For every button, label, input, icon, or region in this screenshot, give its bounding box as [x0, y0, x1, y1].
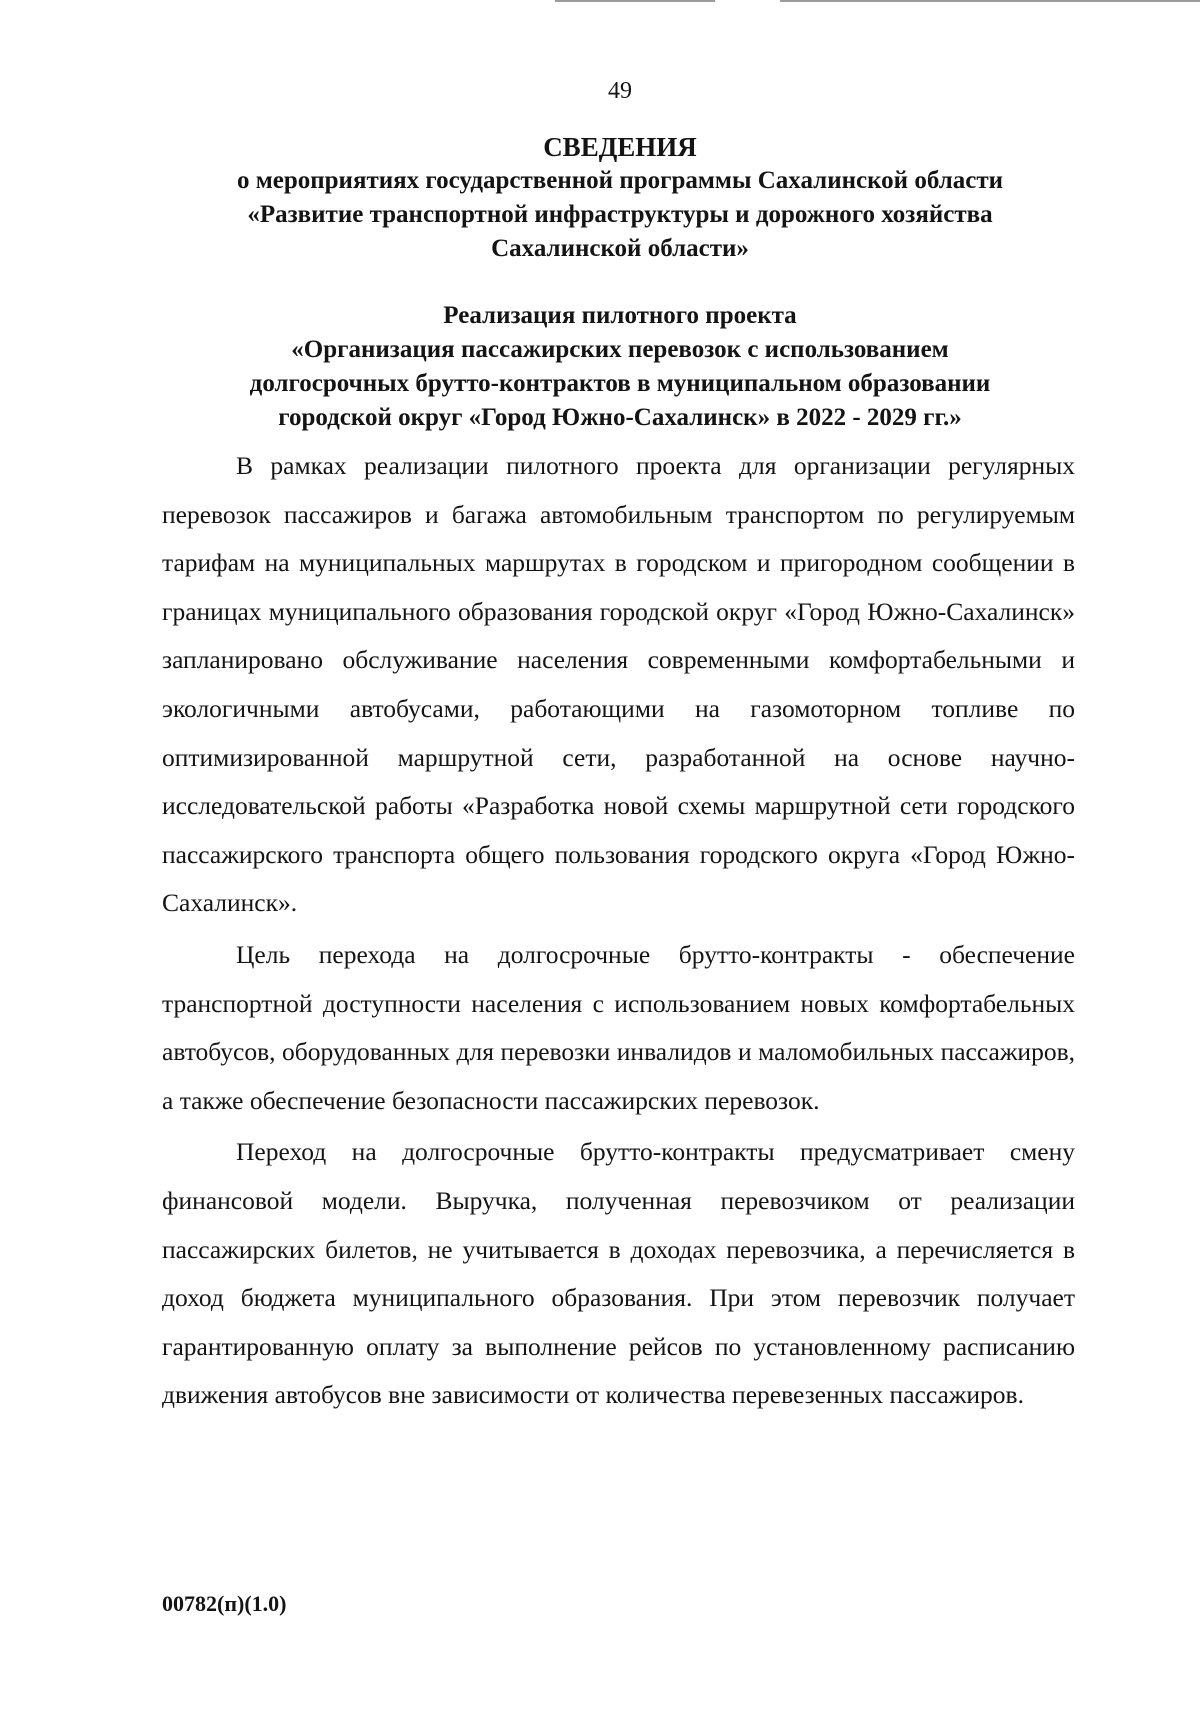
heading-line: о мероприятиях государственной программы Сахалинской области	[236, 167, 1004, 194]
section-heading	[120, 299, 1120, 435]
top-edge-rule	[780, 0, 1200, 2]
heading-line: «Развитие транспортной инфраструктуры и дорожного хозяйства	[247, 201, 993, 228]
body-text	[162, 442, 1075, 1420]
subheading-line: городской округ «Город Южно-Сахалинск» в 2022 - 2029 гг.»	[278, 404, 962, 431]
subheading-line: «Организация пассажирских перевозок с использованием	[291, 336, 949, 363]
page-number: 49	[608, 78, 632, 104]
subheading-line: Реализация пилотного проекта	[443, 302, 797, 329]
subheading-line: долгосрочных брутто-контрактов в муниципальном образовании	[249, 370, 991, 397]
body-paragraph: Цель перехода на долгосрочные брутто-контракты - обеспечение транспортной доступности населения с использованием новых комфортабельных автобусов, оборудованных для перевозки инвалидов и маломобильных пассажиров, а также обеспечение безопасности пассажирских перевозок.	[162, 939, 1075, 1115]
heading-title: СВЕДЕНИЯ	[543, 132, 697, 162]
body-paragraph: Переход на долгосрочные брутто-контракты предусматривает смену финансовой модели. Выручка, полученная перевозчиком от реализации пассажирских билетов, не учитывается в доходах перевозчика, а перечисляется в доход бюджета муниципального образования. При этом перевозчик получает гарантированную оплату за выполнение рейсов по установленному расписанию движения автобусов вне зависимости от количества перевезенных пассажиров.	[162, 1137, 1075, 1410]
top-edge-rule	[555, 0, 715, 2]
document-code: 00782(п)(1.0)	[162, 1591, 287, 1616]
heading-line: Сахалинской области»	[491, 235, 749, 262]
body-paragraph: В рамках реализации пилотного проекта для организации регулярных перевозок пассажиров и багажа автомобильным транспортом по регулируемым тарифам на муниципальных маршрутах в городском и пригородном сообщении в границах муниципального образования городской округ «Город Южно-Сахалинск» запланировано обслуживание населения современными комфортабельными и экологичными автобусами, работающими на газомоторном топливе по оптимизированной маршрутной сети, разработанной на основе научно-исследовательской работы «Разработка новой схемы маршрутной сети городского пассажирского транспорта общего пользования городского округа «Город Южно-Сахалинск».	[162, 451, 1075, 918]
document-heading	[120, 130, 1120, 266]
